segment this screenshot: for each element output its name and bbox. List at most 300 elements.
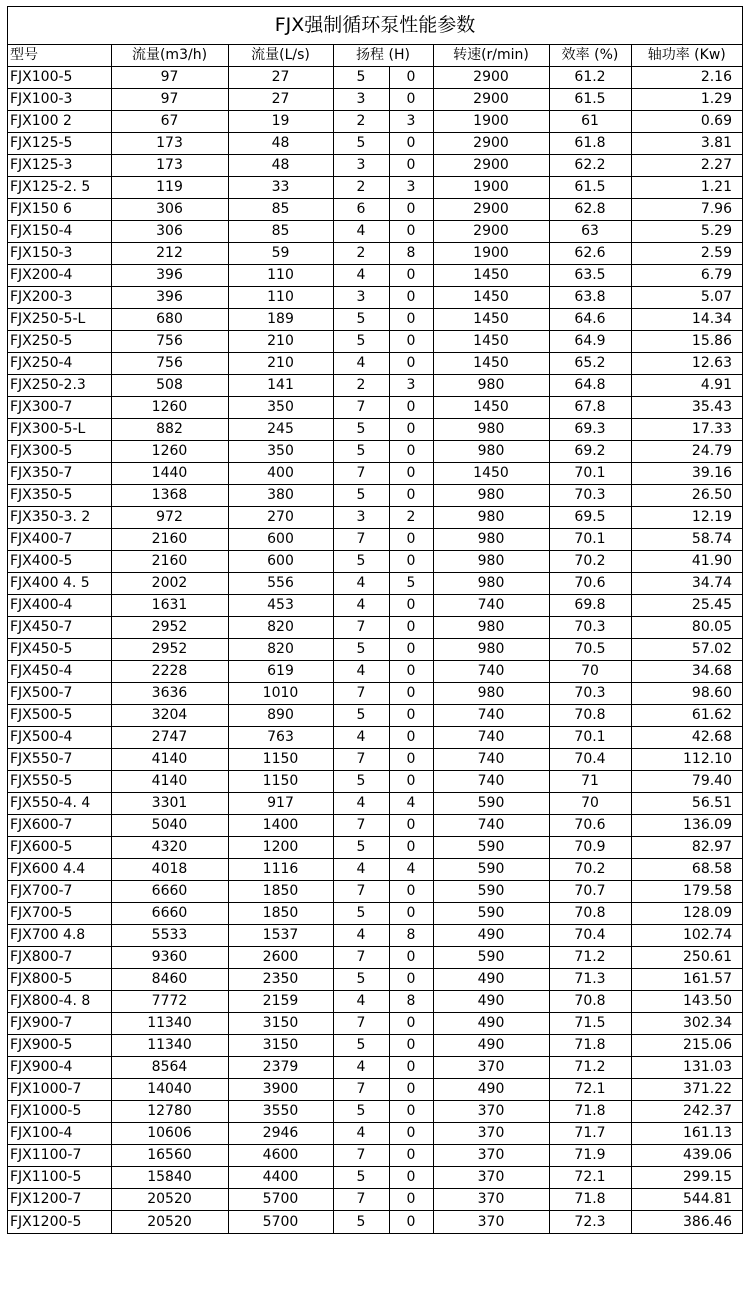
cell-flow-ls: 19 [228, 111, 333, 133]
cell-head-decimal: 0 [389, 661, 433, 683]
cell-flow-ls: 85 [228, 221, 333, 243]
cell-flow-ls: 2600 [228, 947, 333, 969]
cell-flow-m3h: 1260 [111, 441, 228, 463]
cell-shaft-power: 6.79 [631, 265, 742, 287]
cell-head-decimal: 0 [389, 683, 433, 705]
cell-model: FJX800-7 [8, 947, 111, 969]
cell-head-main: 7 [333, 815, 389, 837]
cell-shaft-power: 5.29 [631, 221, 742, 243]
cell-efficiency: 69.5 [549, 507, 631, 529]
cell-efficiency: 70.1 [549, 727, 631, 749]
cell-head-decimal: 0 [389, 1123, 433, 1145]
cell-model: FJX100-3 [8, 89, 111, 111]
cell-head-decimal: 0 [389, 1079, 433, 1101]
cell-model: FJX350-7 [8, 463, 111, 485]
header-head: 扬程 (H) [333, 45, 433, 67]
cell-model: FJX700-5 [8, 903, 111, 925]
cell-model: FJX200-3 [8, 287, 111, 309]
cell-speed: 490 [433, 1079, 549, 1101]
cell-head-main: 5 [333, 133, 389, 155]
cell-speed: 490 [433, 1035, 549, 1057]
cell-flow-ls: 2159 [228, 991, 333, 1013]
cell-flow-m3h: 20520 [111, 1189, 228, 1211]
cell-flow-m3h: 2952 [111, 639, 228, 661]
cell-speed: 740 [433, 815, 549, 837]
cell-efficiency: 70.8 [549, 705, 631, 727]
table-row [8, 529, 742, 551]
table-row [8, 375, 742, 397]
cell-model: FJX700 4.8 [8, 925, 111, 947]
cell-speed: 980 [433, 683, 549, 705]
cell-model: FJX400 4. 5 [8, 573, 111, 595]
cell-flow-ls: 1850 [228, 881, 333, 903]
cell-shaft-power: 242.37 [631, 1101, 742, 1123]
cell-model: FJX350-5 [8, 485, 111, 507]
cell-shaft-power: 215.06 [631, 1035, 742, 1057]
cell-head-main: 4 [333, 925, 389, 947]
cell-flow-m3h: 10606 [111, 1123, 228, 1145]
cell-head-decimal: 0 [389, 1211, 433, 1233]
cell-head-main: 7 [333, 397, 389, 419]
cell-head-main: 4 [333, 353, 389, 375]
header-row [8, 45, 742, 67]
cell-efficiency: 63 [549, 221, 631, 243]
cell-head-main: 4 [333, 991, 389, 1013]
cell-shaft-power: 161.13 [631, 1123, 742, 1145]
cell-flow-ls: 85 [228, 199, 333, 221]
cell-head-main: 5 [333, 551, 389, 573]
cell-flow-ls: 27 [228, 67, 333, 89]
cell-model: FJX125-2. 5 [8, 177, 111, 199]
cell-speed: 590 [433, 793, 549, 815]
cell-speed: 490 [433, 1013, 549, 1035]
cell-head-main: 5 [333, 1211, 389, 1233]
cell-model: FJX100-4 [8, 1123, 111, 1145]
cell-speed: 590 [433, 881, 549, 903]
cell-shaft-power: 34.74 [631, 573, 742, 595]
cell-speed: 590 [433, 837, 549, 859]
cell-head-main: 2 [333, 177, 389, 199]
cell-flow-m3h: 11340 [111, 1035, 228, 1057]
cell-flow-ls: 1400 [228, 815, 333, 837]
header-flow-m3h: 流量(m3/h) [111, 45, 228, 67]
table-row [8, 1035, 742, 1057]
cell-efficiency: 72.1 [549, 1079, 631, 1101]
cell-flow-ls: 3550 [228, 1101, 333, 1123]
cell-efficiency: 70 [549, 793, 631, 815]
cell-head-main: 7 [333, 529, 389, 551]
cell-efficiency: 72.1 [549, 1167, 631, 1189]
cell-shaft-power: 58.74 [631, 529, 742, 551]
table-row [8, 903, 742, 925]
cell-efficiency: 70 [549, 661, 631, 683]
cell-head-decimal: 0 [389, 199, 433, 221]
cell-flow-m3h: 680 [111, 309, 228, 331]
cell-flow-ls: 4400 [228, 1167, 333, 1189]
cell-head-decimal: 0 [389, 353, 433, 375]
cell-flow-m3h: 1368 [111, 485, 228, 507]
cell-efficiency: 70.6 [549, 815, 631, 837]
cell-flow-m3h: 15840 [111, 1167, 228, 1189]
cell-efficiency: 71.9 [549, 1145, 631, 1167]
cell-head-decimal: 0 [389, 903, 433, 925]
cell-efficiency: 70.1 [549, 463, 631, 485]
cell-flow-m3h: 67 [111, 111, 228, 133]
table-row [8, 287, 742, 309]
cell-head-decimal: 0 [389, 551, 433, 573]
cell-flow-ls: 2350 [228, 969, 333, 991]
table-row [8, 881, 742, 903]
table-row [8, 969, 742, 991]
table-row [8, 1211, 742, 1233]
cell-flow-m3h: 4140 [111, 749, 228, 771]
cell-head-decimal: 5 [389, 573, 433, 595]
cell-speed: 2900 [433, 199, 549, 221]
cell-flow-m3h: 5533 [111, 925, 228, 947]
cell-head-decimal: 0 [389, 485, 433, 507]
cell-head-decimal: 0 [389, 1189, 433, 1211]
cell-speed: 1900 [433, 243, 549, 265]
cell-flow-ls: 245 [228, 419, 333, 441]
cell-flow-ls: 1150 [228, 749, 333, 771]
cell-head-decimal: 0 [389, 287, 433, 309]
table-row [8, 683, 742, 705]
cell-speed: 740 [433, 771, 549, 793]
table-row [8, 507, 742, 529]
cell-shaft-power: 112.10 [631, 749, 742, 771]
cell-head-main: 6 [333, 199, 389, 221]
cell-efficiency: 70.7 [549, 881, 631, 903]
table-row [8, 947, 742, 969]
cell-shaft-power: 136.09 [631, 815, 742, 837]
cell-speed: 370 [433, 1057, 549, 1079]
cell-speed: 370 [433, 1101, 549, 1123]
cell-shaft-power: 1.21 [631, 177, 742, 199]
cell-head-main: 7 [333, 1189, 389, 1211]
cell-shaft-power: 5.07 [631, 287, 742, 309]
cell-efficiency: 70.2 [549, 551, 631, 573]
cell-flow-ls: 350 [228, 441, 333, 463]
cell-model: FJX250-2.3 [8, 375, 111, 397]
cell-head-decimal: 0 [389, 815, 433, 837]
cell-flow-ls: 1116 [228, 859, 333, 881]
cell-head-main: 5 [333, 639, 389, 661]
cell-flow-m3h: 2228 [111, 661, 228, 683]
cell-shaft-power: 128.09 [631, 903, 742, 925]
cell-flow-m3h: 16560 [111, 1145, 228, 1167]
table-row [8, 485, 742, 507]
cell-efficiency: 70.1 [549, 529, 631, 551]
cell-head-decimal: 4 [389, 859, 433, 881]
cell-efficiency: 70.2 [549, 859, 631, 881]
cell-flow-m3h: 6660 [111, 903, 228, 925]
cell-head-main: 7 [333, 1013, 389, 1035]
header-speed: 转速(r/min) [433, 45, 549, 67]
cell-head-decimal: 0 [389, 331, 433, 353]
table-row [8, 551, 742, 573]
cell-head-main: 4 [333, 727, 389, 749]
cell-flow-m3h: 6660 [111, 881, 228, 903]
cell-efficiency: 62.8 [549, 199, 631, 221]
cell-flow-m3h: 14040 [111, 1079, 228, 1101]
cell-shaft-power: 61.62 [631, 705, 742, 727]
cell-efficiency: 70.3 [549, 617, 631, 639]
cell-flow-m3h: 212 [111, 243, 228, 265]
cell-flow-ls: 3150 [228, 1013, 333, 1035]
header-flow-ls: 流量(L/s) [228, 45, 333, 67]
cell-model: FJX800-5 [8, 969, 111, 991]
cell-speed: 590 [433, 947, 549, 969]
cell-shaft-power: 79.40 [631, 771, 742, 793]
table-row [8, 595, 742, 617]
cell-flow-m3h: 2747 [111, 727, 228, 749]
cell-flow-ls: 33 [228, 177, 333, 199]
cell-efficiency: 61 [549, 111, 631, 133]
table-row [8, 441, 742, 463]
cell-flow-ls: 556 [228, 573, 333, 595]
cell-model: FJX150-3 [8, 243, 111, 265]
table-row [8, 727, 742, 749]
cell-speed: 370 [433, 1189, 549, 1211]
cell-head-decimal: 0 [389, 947, 433, 969]
cell-head-decimal: 0 [389, 639, 433, 661]
cell-shaft-power: 41.90 [631, 551, 742, 573]
cell-model: FJX500-5 [8, 705, 111, 727]
table-row [8, 815, 742, 837]
cell-model: FJX1100-7 [8, 1145, 111, 1167]
cell-flow-m3h: 97 [111, 89, 228, 111]
cell-flow-ls: 1150 [228, 771, 333, 793]
cell-shaft-power: 17.33 [631, 419, 742, 441]
cell-flow-m3h: 5040 [111, 815, 228, 837]
cell-flow-ls: 110 [228, 287, 333, 309]
cell-efficiency: 63.5 [549, 265, 631, 287]
cell-flow-ls: 59 [228, 243, 333, 265]
cell-speed: 980 [433, 485, 549, 507]
cell-shaft-power: 386.46 [631, 1211, 742, 1233]
cell-flow-m3h: 756 [111, 331, 228, 353]
table-row [8, 1145, 742, 1167]
cell-shaft-power: 57.02 [631, 639, 742, 661]
cell-speed: 980 [433, 639, 549, 661]
cell-efficiency: 65.2 [549, 353, 631, 375]
cell-head-main: 7 [333, 683, 389, 705]
cell-flow-m3h: 8564 [111, 1057, 228, 1079]
cell-head-decimal: 0 [389, 309, 433, 331]
table-row [8, 573, 742, 595]
cell-head-decimal: 0 [389, 155, 433, 177]
table-row [8, 639, 742, 661]
cell-flow-m3h: 7772 [111, 991, 228, 1013]
cell-shaft-power: 2.59 [631, 243, 742, 265]
cell-model: FJX450-4 [8, 661, 111, 683]
cell-speed: 370 [433, 1211, 549, 1233]
cell-head-main: 3 [333, 155, 389, 177]
cell-head-main: 3 [333, 507, 389, 529]
cell-speed: 1450 [433, 353, 549, 375]
cell-flow-ls: 48 [228, 155, 333, 177]
cell-head-main: 5 [333, 67, 389, 89]
cell-flow-m3h: 1631 [111, 595, 228, 617]
cell-head-decimal: 4 [389, 793, 433, 815]
cell-flow-ls: 917 [228, 793, 333, 815]
cell-head-decimal: 0 [389, 969, 433, 991]
cell-model: FJX600-7 [8, 815, 111, 837]
cell-speed: 980 [433, 441, 549, 463]
cell-speed: 370 [433, 1167, 549, 1189]
cell-head-decimal: 0 [389, 397, 433, 419]
cell-flow-m3h: 306 [111, 221, 228, 243]
cell-shaft-power: 68.58 [631, 859, 742, 881]
cell-head-decimal: 3 [389, 375, 433, 397]
cell-head-main: 5 [333, 837, 389, 859]
cell-flow-ls: 141 [228, 375, 333, 397]
cell-head-main: 2 [333, 111, 389, 133]
cell-shaft-power: 2.27 [631, 155, 742, 177]
cell-head-main: 3 [333, 89, 389, 111]
cell-speed: 490 [433, 925, 549, 947]
cell-speed: 740 [433, 749, 549, 771]
cell-head-decimal: 0 [389, 419, 433, 441]
cell-head-decimal: 0 [389, 837, 433, 859]
cell-efficiency: 70.8 [549, 903, 631, 925]
cell-speed: 980 [433, 573, 549, 595]
cell-model: FJX550-7 [8, 749, 111, 771]
cell-model: FJX350-3. 2 [8, 507, 111, 529]
cell-speed: 370 [433, 1123, 549, 1145]
cell-shaft-power: 26.50 [631, 485, 742, 507]
cell-head-main: 5 [333, 441, 389, 463]
cell-efficiency: 71.5 [549, 1013, 631, 1035]
table-row [8, 837, 742, 859]
cell-efficiency: 71.7 [549, 1123, 631, 1145]
cell-model: FJX150-4 [8, 221, 111, 243]
cell-efficiency: 71.3 [549, 969, 631, 991]
cell-model: FJX1000-7 [8, 1079, 111, 1101]
table-body [8, 67, 742, 1233]
cell-model: FJX300-7 [8, 397, 111, 419]
cell-head-decimal: 0 [389, 595, 433, 617]
cell-head-main: 5 [333, 903, 389, 925]
table-row [8, 859, 742, 881]
cell-head-main: 7 [333, 1145, 389, 1167]
cell-head-decimal: 0 [389, 1145, 433, 1167]
cell-flow-m3h: 3204 [111, 705, 228, 727]
cell-flow-ls: 820 [228, 617, 333, 639]
cell-head-main: 5 [333, 1167, 389, 1189]
cell-flow-m3h: 3636 [111, 683, 228, 705]
cell-efficiency: 64.9 [549, 331, 631, 353]
cell-flow-m3h: 4018 [111, 859, 228, 881]
cell-speed: 980 [433, 551, 549, 573]
cell-head-decimal: 0 [389, 1035, 433, 1057]
cell-head-decimal: 8 [389, 991, 433, 1013]
table-row [8, 243, 742, 265]
cell-shaft-power: 34.68 [631, 661, 742, 683]
cell-flow-ls: 1200 [228, 837, 333, 859]
cell-flow-ls: 110 [228, 265, 333, 287]
cell-flow-ls: 189 [228, 309, 333, 331]
table-row [8, 1013, 742, 1035]
cell-speed: 980 [433, 507, 549, 529]
cell-model: FJX1200-7 [8, 1189, 111, 1211]
cell-model: FJX500-4 [8, 727, 111, 749]
cell-shaft-power: 42.68 [631, 727, 742, 749]
cell-head-main: 4 [333, 661, 389, 683]
table-row [8, 749, 742, 771]
cell-speed: 980 [433, 375, 549, 397]
table-row [8, 1101, 742, 1123]
cell-head-decimal: 0 [389, 265, 433, 287]
cell-efficiency: 69.8 [549, 595, 631, 617]
cell-flow-ls: 3900 [228, 1079, 333, 1101]
cell-efficiency: 61.5 [549, 177, 631, 199]
cell-efficiency: 71.8 [549, 1035, 631, 1057]
cell-head-decimal: 3 [389, 177, 433, 199]
cell-flow-m3h: 972 [111, 507, 228, 529]
cell-model: FJX300-5 [8, 441, 111, 463]
cell-efficiency: 70.6 [549, 573, 631, 595]
cell-head-main: 5 [333, 309, 389, 331]
table-row [8, 331, 742, 353]
cell-head-main: 7 [333, 463, 389, 485]
cell-flow-ls: 270 [228, 507, 333, 529]
cell-speed: 2900 [433, 221, 549, 243]
cell-flow-ls: 600 [228, 551, 333, 573]
cell-model: FJX450-5 [8, 639, 111, 661]
cell-speed: 740 [433, 705, 549, 727]
cell-speed: 980 [433, 419, 549, 441]
cell-shaft-power: 131.03 [631, 1057, 742, 1079]
cell-shaft-power: 25.45 [631, 595, 742, 617]
cell-head-decimal: 0 [389, 727, 433, 749]
table-row [8, 771, 742, 793]
header-shaft-power: 轴功率 (Kw) [631, 45, 742, 67]
cell-head-decimal: 0 [389, 221, 433, 243]
cell-flow-m3h: 119 [111, 177, 228, 199]
table-row [8, 111, 742, 133]
cell-head-main: 5 [333, 1035, 389, 1057]
cell-flow-m3h: 3301 [111, 793, 228, 815]
cell-head-main: 2 [333, 375, 389, 397]
cell-flow-m3h: 882 [111, 419, 228, 441]
cell-speed: 740 [433, 727, 549, 749]
cell-head-decimal: 0 [389, 617, 433, 639]
cell-flow-ls: 210 [228, 331, 333, 353]
cell-head-main: 5 [333, 969, 389, 991]
cell-efficiency: 62.2 [549, 155, 631, 177]
table-title: FJX强制循环泵性能参数 [8, 7, 742, 45]
table-row [8, 617, 742, 639]
cell-efficiency: 70.9 [549, 837, 631, 859]
table-row [8, 1123, 742, 1145]
cell-head-decimal: 3 [389, 111, 433, 133]
cell-head-decimal: 0 [389, 441, 433, 463]
table-row [8, 133, 742, 155]
cell-shaft-power: 2.16 [631, 67, 742, 89]
cell-flow-ls: 48 [228, 133, 333, 155]
cell-flow-ls: 350 [228, 397, 333, 419]
cell-efficiency: 62.6 [549, 243, 631, 265]
cell-speed: 980 [433, 617, 549, 639]
cell-head-main: 4 [333, 595, 389, 617]
cell-speed: 1900 [433, 177, 549, 199]
cell-shaft-power: 39.16 [631, 463, 742, 485]
cell-model: FJX250-5-L [8, 309, 111, 331]
cell-flow-ls: 2946 [228, 1123, 333, 1145]
table-row [8, 419, 742, 441]
cell-flow-ls: 619 [228, 661, 333, 683]
